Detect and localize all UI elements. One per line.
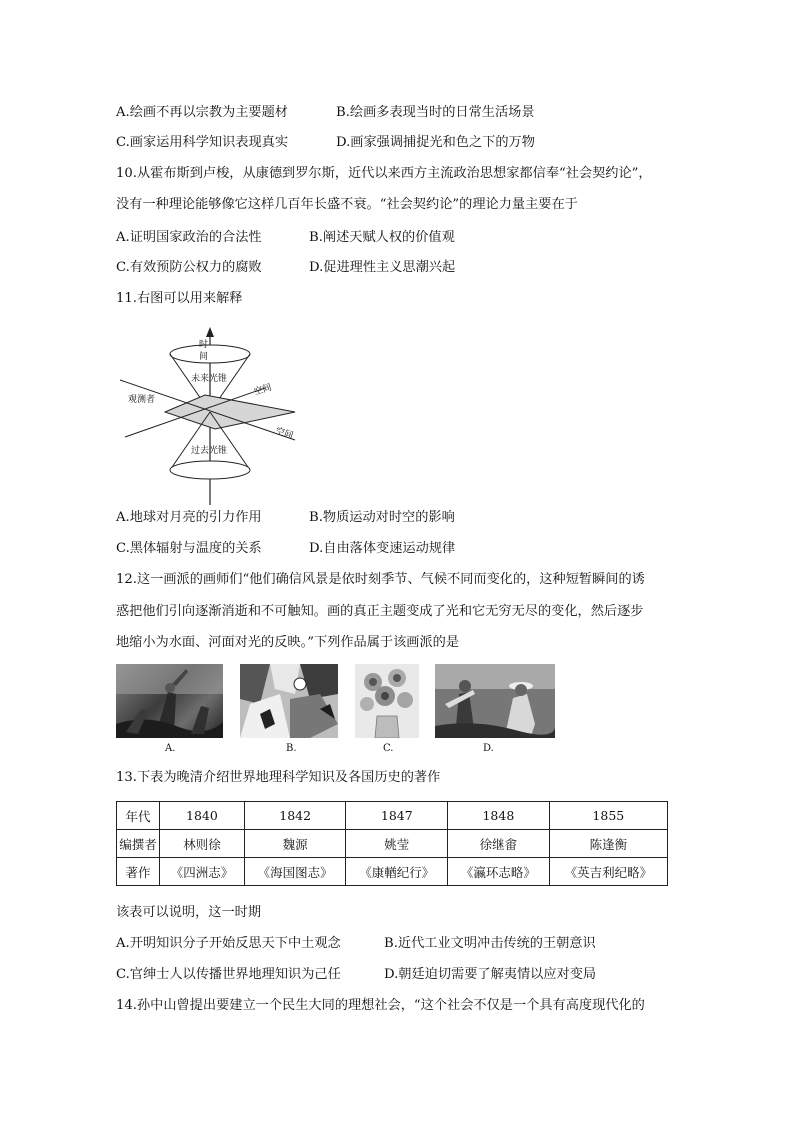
table-row [117,802,668,830]
table-cell: 1847 [346,802,448,830]
q11-option-d: D.自由落体变速运动规律 [309,541,456,556]
q9-option-d: D.画家强调捕捉光和色之下的万物 [336,135,535,150]
space-label-1: 空间 [252,382,274,398]
table-cell: 1842 [244,802,346,830]
q13-option-d: D.朝廷迫切需要了解夷情以应对变局 [384,967,597,982]
table-cell: 姚莹 [346,830,448,858]
q10-option-c: C.有效预防公权力的腐败 [116,260,262,275]
painting-d-image [435,664,555,738]
q11-option-b: B.物质运动对时空的影响 [309,510,455,525]
light-cone-diagram [115,325,305,510]
time-label-2: 间 [199,352,209,362]
table-cell: 1848 [448,802,550,830]
q13-option-a: A.开明知识分子开始反思天下中土观念 [116,936,341,951]
painting-c-image [355,664,419,738]
table-row [117,830,668,858]
table-cell: 《康輶纪行》 [346,858,448,886]
painting-a-image [116,664,223,738]
table-cell: 徐继畬 [448,830,550,858]
table-cell: 1855 [549,802,667,830]
history-works-table [116,801,668,886]
q10-stem-line1: 10.从霍布斯到卢梭，从康德到罗尔斯，近代以来西方主流政治思想家都信奉“社会契约论”， [116,166,652,181]
past-cone-label: 过去光锥 [191,446,228,456]
q13-option-b: B.近代工业文明冲击传统的王朝意识 [384,936,596,951]
q12-stem-line2: 惑把他们引向逐渐消逝和不可触知。画的真正主题变成了光和它无穷无尽的变化，然后逐步 [116,604,644,619]
row-header-work: 著作 [117,858,160,886]
painting-a-caption: A. [165,743,176,754]
observer-label: 观测者 [128,395,156,405]
q13-option-c: C.官绅士人以传播世界地理知识为己任 [116,967,341,982]
q9-option-b: B.绘画多表现当时的日常生活场景 [336,105,535,120]
q9-option-c: C.画家运用科学知识表现真实 [116,135,289,150]
time-label-1: 时 [199,340,209,350]
painting-c-caption: C. [383,743,394,754]
row-header-year: 年代 [117,802,160,830]
q13-stem: 13.下表为晚清介绍世界地理科学知识及各国历史的著作 [116,770,441,785]
space-label-2: 空间 [274,426,295,442]
table-cell: 1840 [160,802,245,830]
painting-d-caption: D. [483,743,494,754]
painting-b-caption: B. [286,743,297,754]
table-row [117,858,668,886]
q9-option-a: A.绘画不再以宗教为主要题材 [116,105,288,120]
q12-stem-line1: 12.这一画派的画师们“他们确信风景是依时刻季节、气候不同而变化的，这种短暂瞬间的诱 [116,572,645,587]
table-cell: 《海国图志》 [244,858,346,886]
q11-option-c: C.黑体辐射与温度的关系 [116,541,262,556]
q10-option-a: A.证明国家政治的合法性 [116,230,262,245]
table-cell: 魏源 [244,830,346,858]
table-cell: 林则徐 [160,830,245,858]
q10-option-d: D.促进理性主义思潮兴起 [309,260,456,275]
table-cell: 《英吉利纪略》 [549,858,667,886]
q11-option-a: A.地球对月亮的引力作用 [116,510,262,525]
q12-stem-line3: 地缩小为水面、河面对光的反映。”下列作品属于该画派的是 [116,635,460,650]
q11-stem: 11.右图可以用来解释 [116,291,243,306]
table-cell: 陈逢衡 [549,830,667,858]
painting-b-image [240,664,338,738]
future-cone-label: 未来光锥 [191,374,228,384]
q10-option-b: B.阐述天赋人权的价值观 [309,230,455,245]
table-cell: 《瀛环志略》 [448,858,550,886]
q14-stem-line1: 14.孙中山曾提出要建立一个民生大同的理想社会，“这个社会不仅是一个具有高度现代化的 [116,998,645,1013]
q13-after-table: 该表可以说明，这一时期 [116,905,262,920]
q10-stem-line2: 没有一种理论能够像它这样几百年长盛不衰。“社会契约论”的理论力量主要在于 [116,197,578,212]
table-cell: 《四洲志》 [160,858,245,886]
row-header-author: 编撰者 [117,830,160,858]
